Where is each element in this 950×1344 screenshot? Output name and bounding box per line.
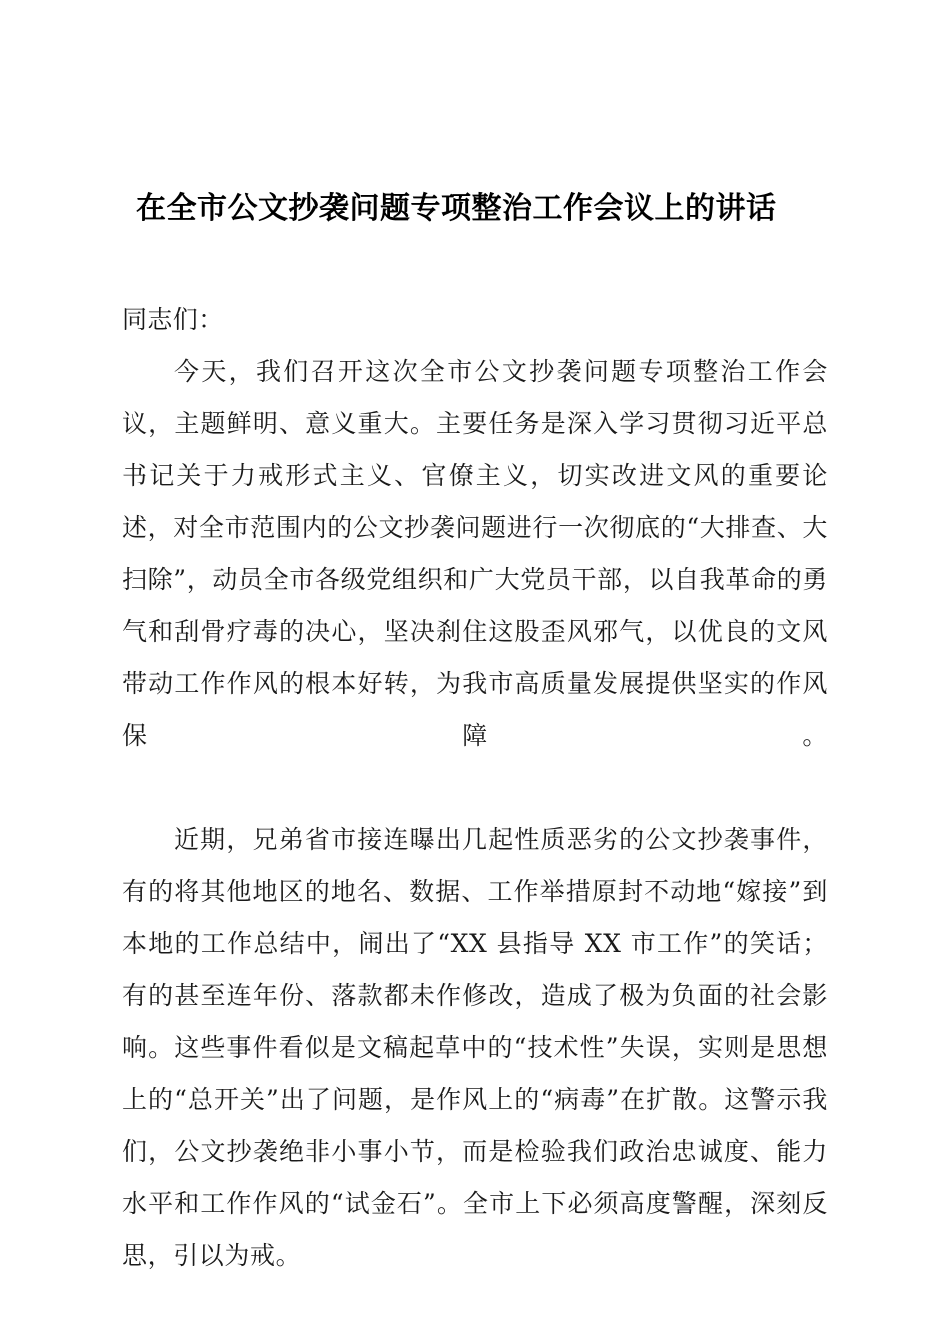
salutation: 同志们： <box>122 305 224 334</box>
body-paragraph-1: 今天，我们召开这次全市公文抄袭问题专项整治工作会议，主题鲜明、意义重大。主要任务是深入学习贯彻习近平总书记关于力戒形式主义、官僚主义，切实改进文风的重要论述，对全市范围内的公文抄袭问题进行一次彻底的“大排查、大扫除”，动员全市各级党组织和广大党员干部，以自我革命的勇气和刮骨疗毒的决心，坚决刹住这股歪风邪气，以优良的文风带动工作作风的根本好转，为我市高质量发展提供坚实的作风保障。 <box>122 357 828 750</box>
body-paragraph-2: 近期，兄弟省市接连曝出几起性质恶劣的公文抄袭事件，有的将其他地区的地名、数据、工作举措原封不动地“嫁接”到本地的工作总结中，闹出了“XX 县指导 XX 市工作”的笑话；有的甚至连年份、落款都未作修改，造成了极为负面的社会影响。这些事件看似是文稿起草中的“技术性”失误，实则是思想上的“总开关”出了问题，是作风上的“病毒”在扩散。这警示我们，公文抄袭绝非小事小节，而是检验我们政治忠诚度、能力水平和工作作风的“试金石”。全市上下必须高度警醒，深刻反思，引以为戒。 <box>122 825 828 1270</box>
document-body <box>122 180 828 1282</box>
page-title: 在全市公文抄袭问题专项整治工作会议上的讲话 <box>136 191 777 226</box>
